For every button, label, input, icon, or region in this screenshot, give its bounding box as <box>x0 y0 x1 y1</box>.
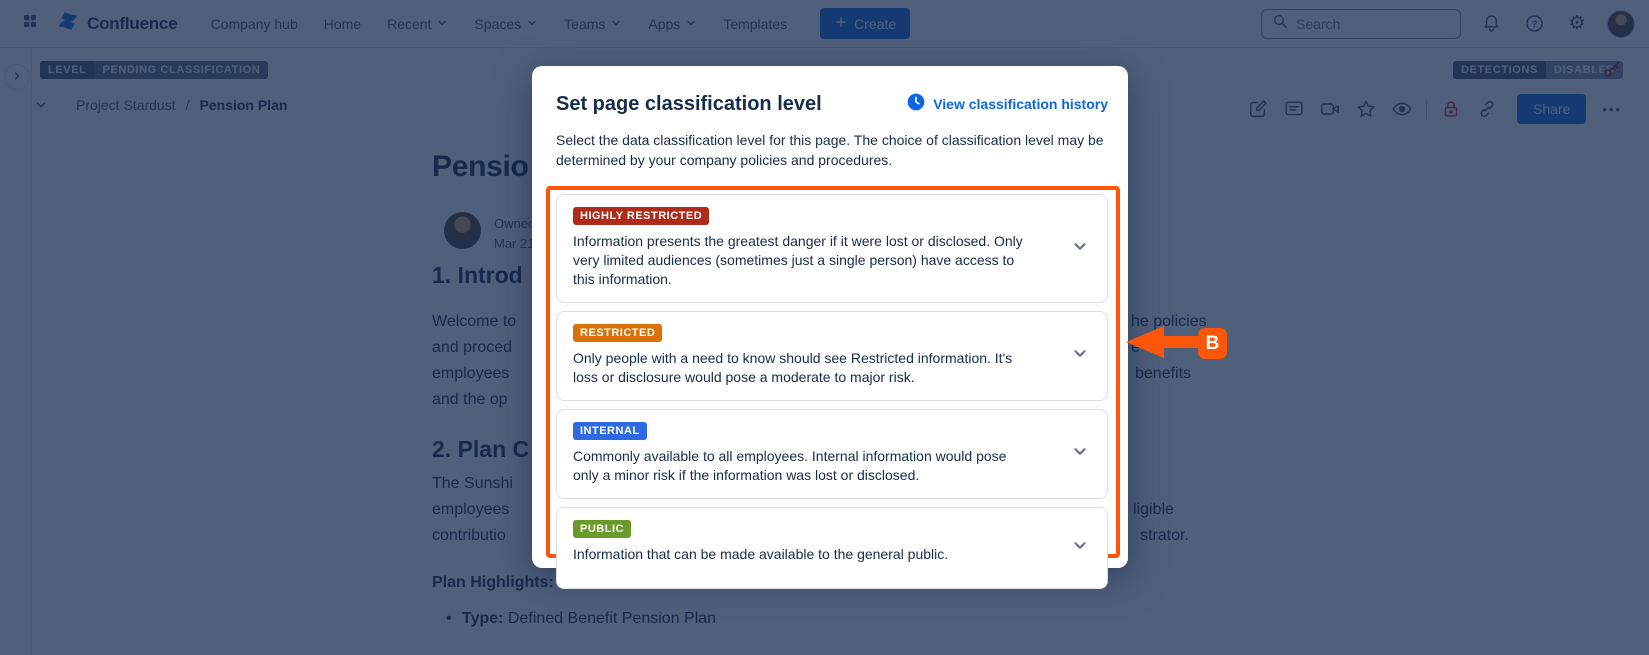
clock-icon <box>906 92 926 115</box>
option-internal[interactable] <box>556 409 1108 499</box>
modal-title: Set page classification level <box>556 93 822 115</box>
highly-restricted-badge: HIGHLY RESTRICTED <box>573 207 709 225</box>
restricted-badge: RESTRICTED <box>573 324 662 342</box>
chevron-down-icon[interactable] <box>1071 237 1089 260</box>
option-public[interactable] <box>556 507 1108 589</box>
option-description: Only people with a need to know should see Restricted information. It's loss or disclosure would pose a moderate to major risk. <box>573 350 1013 385</box>
chevron-down-icon[interactable] <box>1071 345 1089 368</box>
option-highly-restricted[interactable] <box>556 194 1108 303</box>
chevron-down-icon[interactable] <box>1071 443 1089 466</box>
annotation-label-b: B <box>1198 328 1227 359</box>
classification-options-list <box>556 194 1108 589</box>
internal-badge: INTERNAL <box>573 422 647 440</box>
chevron-down-icon[interactable] <box>1071 537 1089 560</box>
public-badge: PUBLIC <box>573 520 631 538</box>
option-description: Commonly available to all employees. Internal information would pose only a minor risk if the information was lost or disclosed. <box>573 448 1007 483</box>
option-description: Information that can be made available to the general public. <box>573 546 949 562</box>
classification-modal <box>532 66 1128 568</box>
modal-description: Select the data classification level for this page. The choice of classification level may be determined by your company policies and procedures. <box>556 132 1104 168</box>
option-restricted[interactable] <box>556 311 1108 401</box>
option-description: Information presents the greatest danger if it were lost or disclosed. Only very limited audiences (sometimes just a single person) have access to this information. <box>573 233 1023 287</box>
view-classification-history-link[interactable]: View classification history <box>906 92 1108 115</box>
